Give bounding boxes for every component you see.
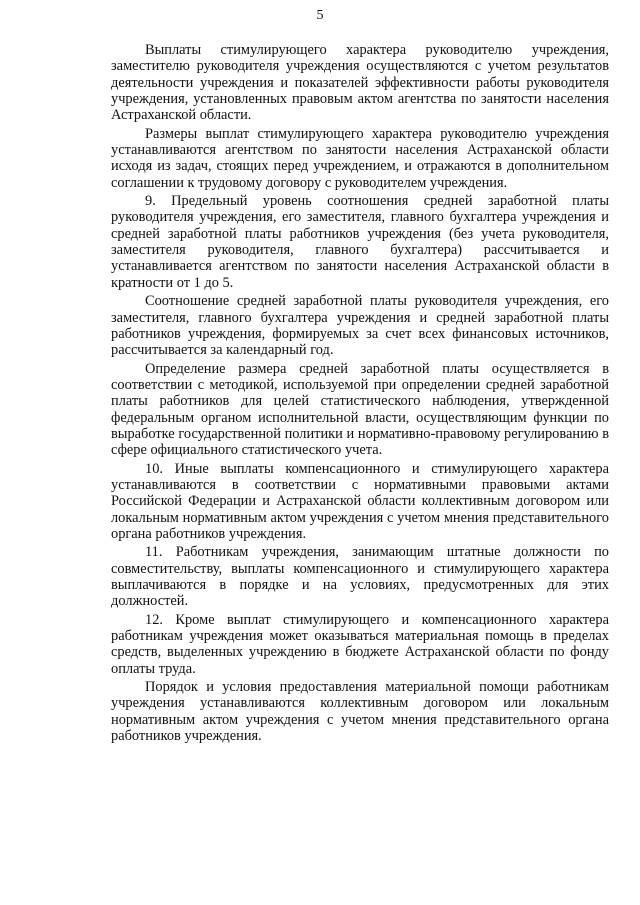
page-number: 5: [316, 8, 324, 23]
paragraph-stimulating-payments-amounts: Размеры выплат стимулирующего характера руководителю учреждения устанавливаются агентством по занятости населения Астраханской области исходя из задач, стоящих перед учреждением, и отражаются в дополнительном соглашении к трудовому договору с руководителем учреждения.: [111, 125, 609, 191]
paragraph-item-10-other-payments: 10. Иные выплаты компенсационного и стимулирующего характера устанавливаются в соответствии с нормативными правовыми актами Российской Федерации и Астраханской области коллективным договором или локальным нормативным актом учреждения с учетом мнения представительного органа работников учреждения.: [111, 460, 609, 542]
paragraph-average-salary-methodology: Определение размера средней заработной платы осуществляется в соответствии с методикой, используемой при определении средней заработной платы работников для целей статистического наблюдения, утвержденной федеральным органом исполнительной власти, осуществляющим функции по выработке государственной политики и нормативно-правовому регулированию в сфере официального статистического учета.: [111, 360, 609, 459]
paragraph-stimulating-payments-director: Выплаты стимулирующего характера руководителю учреждения, заместителю руководителя учреждения осуществляются с учетом результатов деятельности учреждения и показателей эффективности работы руководителя учреждения, установленных правовым актом агентства по занятости населения Астраханской области.: [111, 42, 609, 124]
paragraph-salary-ratio-calculation: Соотношение средней заработной платы руководителя учреждения, его заместителя, главного бухгалтера учреждения и средней заработной платы работников учреждения, формируемых за счет всех финансовых источников, рассчитывается за календарный год.: [111, 293, 609, 359]
paragraph-item-11-part-time-payments: 11. Работникам учреждения, занимающим штатные должности по совместительству, выплаты компенсационного и стимулирующего характера выплачиваются в порядке и на условиях, предусмотренных для этих должностей.: [111, 544, 609, 610]
document-body: [111, 42, 609, 746]
paragraph-financial-assistance-procedure: Порядок и условия предоставления материальной помощи работникам учреждения устанавливаются коллективным договором или локальным нормативным актом учреждения с учетом мнения представительного органа работников учреждения.: [111, 679, 609, 745]
paragraph-item-9-salary-ratio: 9. Предельный уровень соотношения средней заработной платы руководителя учреждения, его заместителя, главного бухгалтера учреждения и средней заработной платы работников учреждения (без учета руководителя, заместителя руководителя, главного бухгалтера) рассчитывается и устанавливается агентством по занятости населения Астраханской области в кратности от 1 до 5.: [111, 193, 609, 291]
paragraph-item-12-financial-assistance: 12. Кроме выплат стимулирующего и компенсационного характера работникам учреждения может оказываться материальная помощь в пределах средств, выделенных учреждению в бюджете Астраханской области по фонду оплаты труда.: [111, 611, 609, 677]
